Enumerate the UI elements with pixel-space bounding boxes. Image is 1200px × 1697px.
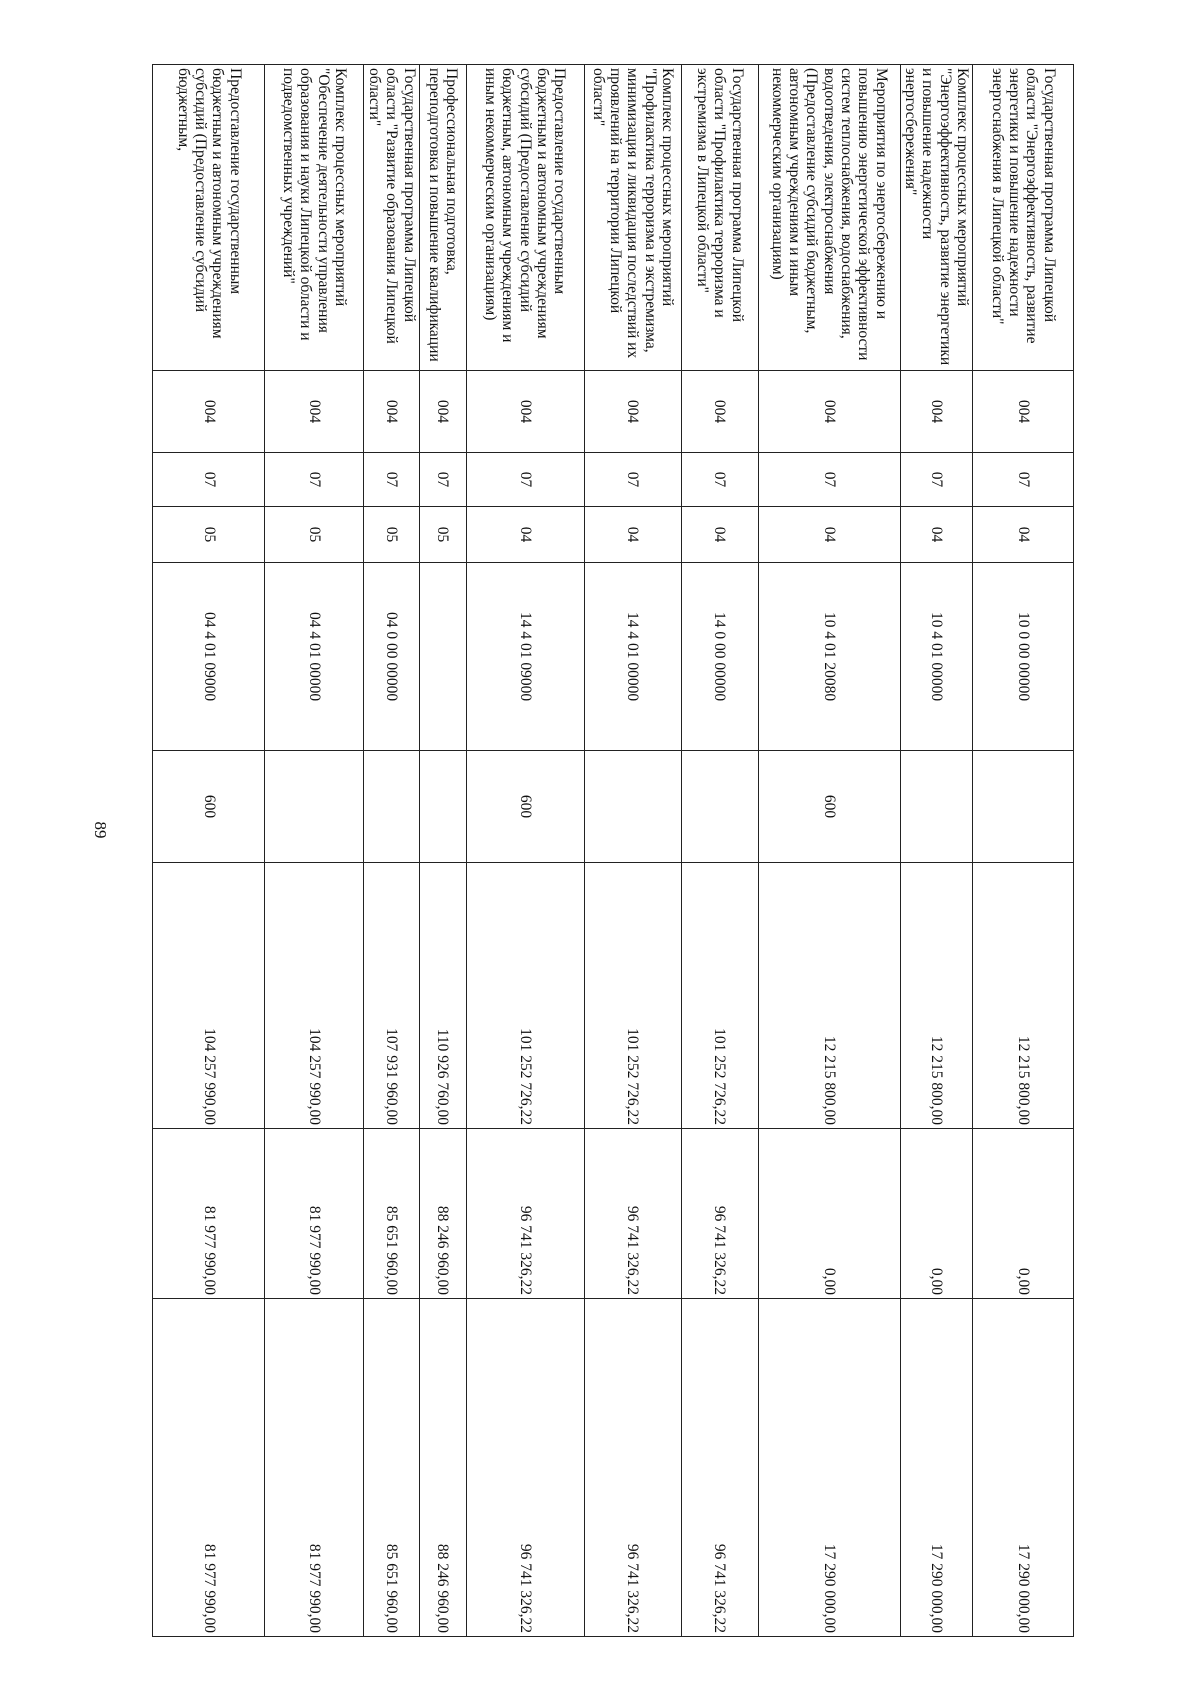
admin-code: 004 <box>758 371 900 453</box>
budget-table <box>152 64 1074 1637</box>
target-code: 04 4 01 00000 <box>265 563 364 751</box>
admin-code: 004 <box>364 371 419 453</box>
amount-1: 12 215 800,00 <box>758 863 900 1129</box>
target-code <box>419 563 466 751</box>
subsection-code: 05 <box>153 507 265 563</box>
amount-1: 104 257 990,00 <box>265 863 364 1129</box>
target-code: 14 4 01 00000 <box>584 563 681 751</box>
amount-2: 96 741 326,22 <box>466 1129 584 1299</box>
amount-2: 96 741 326,22 <box>681 1129 758 1299</box>
amount-3: 88 246 960,00 <box>419 1299 466 1637</box>
amount-1: 101 252 726,22 <box>584 863 681 1129</box>
target-code: 04 4 01 09000 <box>153 563 265 751</box>
amount-2: 0,00 <box>973 1129 1074 1299</box>
row-name: Предоставление государственным бюджетным и автономным учреждениям субсидий (Предоставление субсидий бюджетным, <box>153 65 265 371</box>
subsection-code: 04 <box>973 507 1074 563</box>
row-name: Государственная программа Липецкой области "Развитие образования Липецкой области" <box>364 65 419 371</box>
row-name: Комплекс процессных мероприятий "Обеспечение деятельности управления образования и науки Липецкой области и подведомственных учреждений" <box>265 65 364 371</box>
amount-3: 96 741 326,22 <box>466 1299 584 1637</box>
table-row <box>900 65 972 1637</box>
admin-code: 004 <box>419 371 466 453</box>
amount-2: 0,00 <box>758 1129 900 1299</box>
subsection-code: 04 <box>681 507 758 563</box>
amount-1: 101 252 726,22 <box>466 863 584 1129</box>
amount-1: 104 257 990,00 <box>153 863 265 1129</box>
table-row <box>265 65 364 1637</box>
target-code: 14 4 01 09000 <box>466 563 584 751</box>
subsection-code: 05 <box>364 507 419 563</box>
row-name: Государственная программа Липецкой области "Энергоэффективность, развитие энергетики и повышение надежности энергоснабжения в Липецкой области" <box>973 65 1074 371</box>
section-code: 07 <box>973 453 1074 507</box>
table-row <box>973 65 1074 1637</box>
target-code: 10 0 00 00000 <box>973 563 1074 751</box>
expense-type-code: 600 <box>153 751 265 863</box>
expense-type-code <box>681 751 758 863</box>
amount-2: 81 977 990,00 <box>153 1129 265 1299</box>
admin-code: 004 <box>584 371 681 453</box>
expense-type-code <box>419 751 466 863</box>
table-row <box>153 65 265 1637</box>
section-code: 07 <box>584 453 681 507</box>
expense-type-code <box>364 751 419 863</box>
subsection-code: 04 <box>758 507 900 563</box>
amount-3: 81 977 990,00 <box>153 1299 265 1637</box>
admin-code: 004 <box>900 371 972 453</box>
amount-3: 96 741 326,22 <box>681 1299 758 1637</box>
table-row <box>758 65 900 1637</box>
subsection-code: 04 <box>584 507 681 563</box>
table-row <box>681 65 758 1637</box>
admin-code: 004 <box>153 371 265 453</box>
amount-2: 0,00 <box>900 1129 972 1299</box>
rotated-table-container <box>165 64 1074 1636</box>
table-row <box>364 65 419 1637</box>
section-code: 07 <box>364 453 419 507</box>
expense-type-code: 600 <box>466 751 584 863</box>
amount-1: 110 926 760,00 <box>419 863 466 1129</box>
subsection-code: 04 <box>466 507 584 563</box>
amount-2: 88 246 960,00 <box>419 1129 466 1299</box>
subsection-code: 05 <box>419 507 466 563</box>
table-row <box>466 65 584 1637</box>
amount-2: 85 651 960,00 <box>364 1129 419 1299</box>
expense-type-code <box>265 751 364 863</box>
amount-3: 17 290 000,00 <box>900 1299 972 1637</box>
amount-3: 85 651 960,00 <box>364 1299 419 1637</box>
section-code: 07 <box>900 453 972 507</box>
amount-1: 12 215 800,00 <box>900 863 972 1129</box>
amount-3: 81 977 990,00 <box>265 1299 364 1637</box>
target-code: 10 4 01 00000 <box>900 563 972 751</box>
target-code: 10 4 01 20080 <box>758 563 900 751</box>
amount-2: 96 741 326,22 <box>584 1129 681 1299</box>
table-row <box>584 65 681 1637</box>
expense-type-code <box>900 751 972 863</box>
row-name: Государственная программа Липецкой области "Профилактика терроризма и экстремизма в Липецкой области" <box>681 65 758 371</box>
expense-type-code <box>973 751 1074 863</box>
section-code: 07 <box>758 453 900 507</box>
amount-1: 12 215 800,00 <box>973 863 1074 1129</box>
amount-3: 17 290 000,00 <box>758 1299 900 1637</box>
amount-3: 96 741 326,22 <box>584 1299 681 1637</box>
section-code: 07 <box>153 453 265 507</box>
row-name: Предоставление государственным бюджетным и автономным учреждениям субсидий (Предоставление субсидий бюджетным, автономным учреждениям и иным некоммерческим организациям) <box>466 65 584 371</box>
admin-code: 004 <box>973 371 1074 453</box>
amount-2: 81 977 990,00 <box>265 1129 364 1299</box>
amount-3: 17 290 000,00 <box>973 1299 1074 1637</box>
row-name: Профессиональная подготовка, переподготовка и повышение квалификации <box>419 65 466 371</box>
section-code: 07 <box>681 453 758 507</box>
admin-code: 004 <box>681 371 758 453</box>
subsection-code: 04 <box>900 507 972 563</box>
table-row <box>419 65 466 1637</box>
target-code: 14 0 00 00000 <box>681 563 758 751</box>
row-name: Мероприятия по энергосбережению и повышению энергетической эффективности систем теплоснабжения, водоснабжения, водоотведения, электроснабжения (Предоставление субсидий бюджетным, автономным учреждениям и иным некоммерческим организациям) <box>758 65 900 371</box>
row-name: Комплекс процессных мероприятий "Энергоэффективность, развитие энергетики и повышение надежности энергосбережения" <box>900 65 972 371</box>
subsection-code: 05 <box>265 507 364 563</box>
target-code: 04 0 00 00000 <box>364 563 419 751</box>
admin-code: 004 <box>265 371 364 453</box>
amount-1: 101 252 726,22 <box>681 863 758 1129</box>
row-name: Комплекс процессных мероприятий "Профилактика терроризма и экстремизма, минимизация и ликвидация последствий их проявлений на территории Липецкой области" <box>584 65 681 371</box>
section-code: 07 <box>466 453 584 507</box>
expense-type-code <box>584 751 681 863</box>
amount-1: 107 931 960,00 <box>364 863 419 1129</box>
expense-type-code: 600 <box>758 751 900 863</box>
section-code: 07 <box>419 453 466 507</box>
section-code: 07 <box>265 453 364 507</box>
page-number: 89 <box>91 821 110 839</box>
admin-code: 004 <box>466 371 584 453</box>
